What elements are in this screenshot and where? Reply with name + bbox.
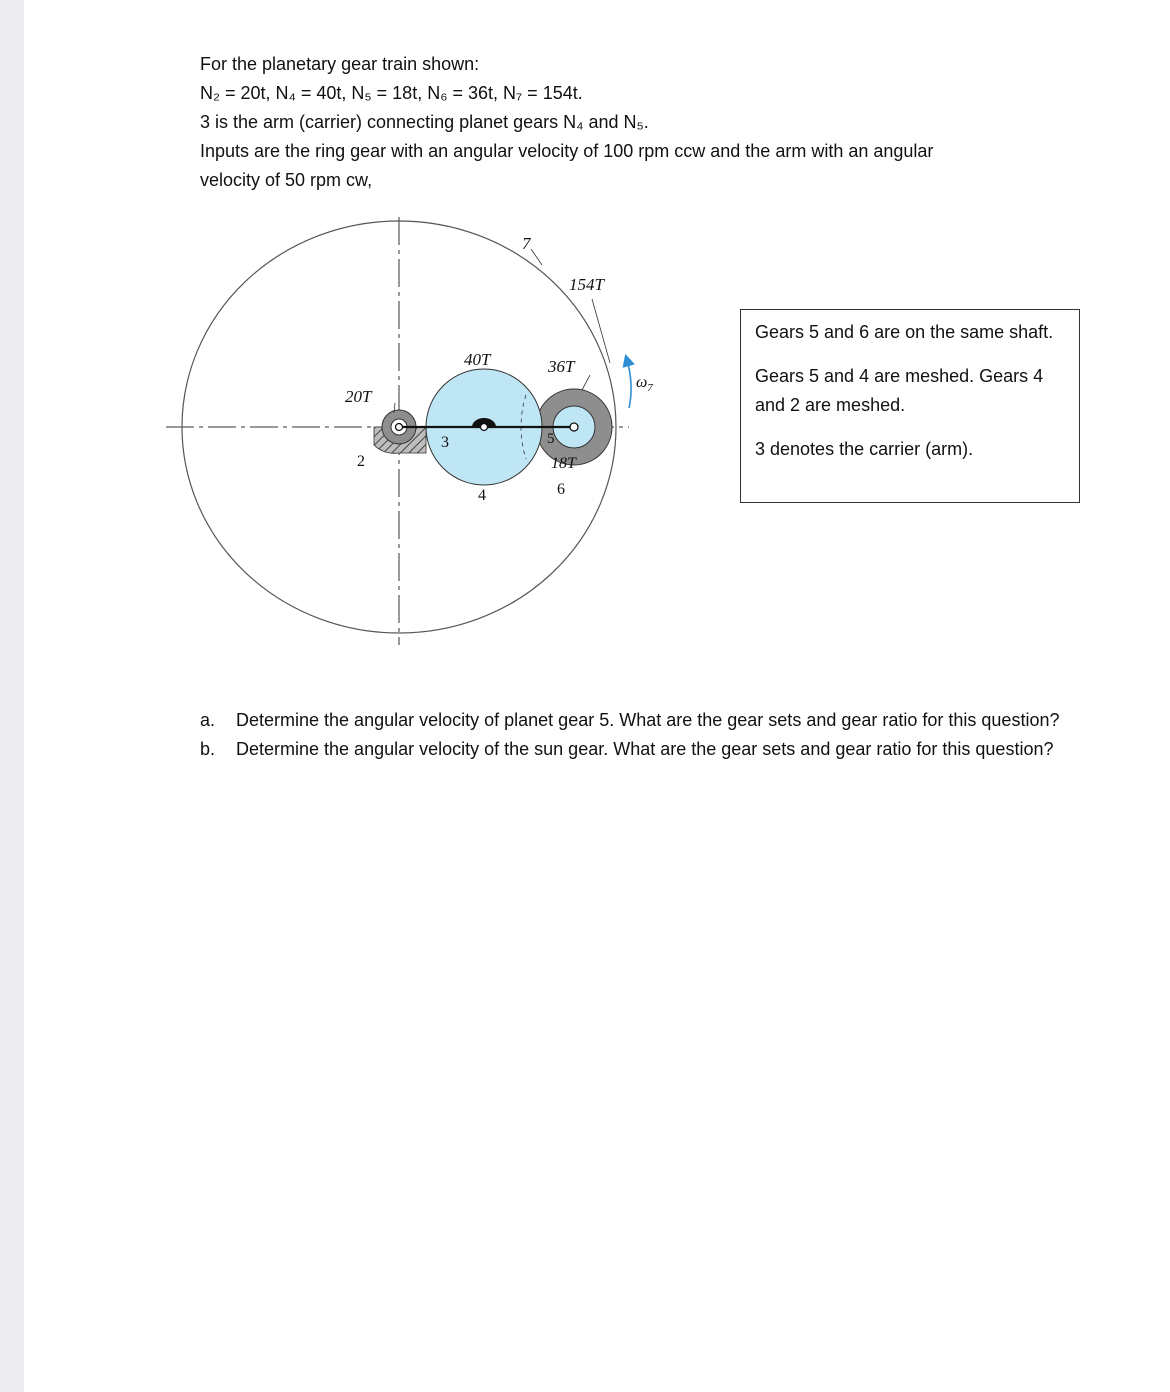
question-item [200, 706, 1090, 735]
problem-statement [200, 50, 1080, 195]
label-ring-number: 7 [522, 234, 531, 253]
gear-train-svg [164, 205, 704, 655]
intro-line-5: velocity of 50 rpm cw, [200, 170, 373, 190]
label-gear4-number: 4 [478, 487, 486, 504]
omega-subscript: 7 [647, 382, 653, 394]
notes-box [740, 309, 1080, 503]
intro-line-1: For the planetary gear train shown: [200, 54, 480, 74]
omega7-arrow [627, 360, 631, 408]
label-gear6-teeth: 36T [548, 357, 575, 376]
label-gear5-number: 5 [547, 431, 555, 447]
leader-36t [582, 375, 590, 390]
intro-line-3: 3 is the arm (carrier) connecting planet gears N₄ and N₅. [200, 112, 649, 132]
note-2: Gears 5 and 4 are meshed. Gears 4 and 2 are meshed. [755, 366, 1044, 415]
sun-pin [396, 424, 403, 431]
note-3: 3 denotes the carrier (arm). [755, 439, 974, 459]
leader-ring-7 [531, 249, 542, 265]
gear-5-pin [570, 423, 578, 431]
question-label: b. [200, 739, 216, 759]
label-ring-teeth: 154T [569, 275, 604, 294]
question-label: a. [200, 710, 216, 730]
omega-symbol: ω [636, 374, 648, 391]
label-gear2-number: 2 [357, 453, 365, 470]
label-omega [636, 374, 653, 394]
label-gear4-teeth: 40T [464, 350, 491, 369]
question-text: Determine the angular velocity of planet gear 5. What are the gear sets and gear ratio for this question? [236, 710, 1060, 730]
question-list [200, 706, 1090, 764]
question-item [200, 735, 1090, 764]
label-gear6-number: 6 [557, 481, 565, 498]
leader-154t [592, 299, 610, 363]
gear-train-diagram [164, 205, 704, 655]
intro-line-2: N₂ = 20t, N₄ = 40t, N₅ = 18t, N₆ = 36t, N₇ = 154t. [200, 83, 583, 103]
gear-4-pin [481, 424, 488, 431]
label-gear5-teeth: 18T [551, 455, 576, 472]
note-1: Gears 5 and 6 are on the same shaft. [755, 322, 1054, 342]
intro-line-4: Inputs are the ring gear with an angular velocity of 100 rpm ccw and the arm with an angular [200, 141, 934, 161]
document-page [24, 0, 1170, 1392]
label-arm-number: 3 [441, 434, 449, 451]
label-gear2-teeth: 20T [345, 387, 372, 406]
question-text: Determine the angular velocity of the sun gear. What are the gear sets and gear ratio for this question? [236, 739, 1054, 759]
